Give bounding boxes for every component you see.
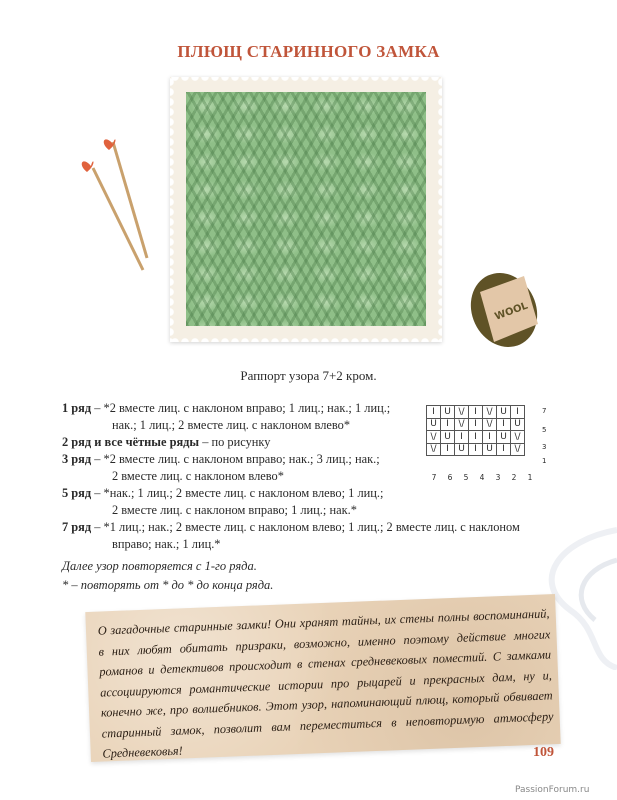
row-instruction: 1 ряд – *2 вместе лиц. с наклоном вправо; 1 лиц.; нак.; 1 лиц.; нак.; 1 лиц.; 2 вместе лиц. с наклоном влево* [62,401,391,432]
chart-grid: I U \/ I \/ U I U I \/ I \/ I U \/ U I I I U \/ \/ I U I U I \/ [426,405,525,456]
row-instruction: 2 ряд и все чётные ряды – по рисунку [62,435,271,449]
watermark: PassionForum.ru [515,785,590,795]
note-line: * – повторять от * до * до конца ряда. [62,578,274,592]
note-line: Далее узор повторяется с 1-го ряда. [62,559,257,573]
knitted-swatch-photo [186,92,426,326]
chart-row-number: 3 [542,443,547,451]
chart-row-number: 5 [542,426,547,434]
yarn-ball-icon [462,262,552,362]
page-number: 109 [533,745,554,760]
page-title: ПЛЮЩ СТАРИННОГО ЗАМКА [177,42,440,61]
row-instruction: 3 ряд – *2 вместе лиц. с наклоном вправо; нак.; 3 лиц.; нак.; 2 вместе лиц. с наклоном влево* [62,452,380,483]
knitting-chart [426,405,547,482]
yarn-label: WOOL [493,300,530,323]
story-text: О загадочные старинные замки! Они хранят тайны, их стены полны воспоминаний, в них любят обитать призраки, возможно, именно поэтому действие многих романов и детективов происходит в стенах средневековых поместий. С замками ассоциируются романтические истории про рыцарей и прекрасных дам, ну и, конечно же, про волшебников. Этот узор, напоминающий плющ, который обвивает старинный замок, позволит вам переместиться в неповторимую атмосферу Средневековья! [97,606,554,761]
knitting-needles-icon [75,130,155,275]
row-instruction: 7 ряд – *1 лиц.; нак.; 2 вместе лиц. с наклоном влево; 1 лиц.; 2 вместе лиц. с наклоном вправо; нак.; 1 лиц.* [62,520,520,551]
row-instruction: 5 ряд – *нак.; 1 лиц.; 2 вместе лиц. с наклоном влево; 1 лиц.; 2 вместе лиц. с наклоном вправо; 1 лиц.; нак.* [62,486,384,517]
chart-row-number: 1 [542,457,547,465]
pattern-notes [62,557,273,595]
chart-row-number: 7 [542,407,547,415]
chart-column-numbers: 7 6 5 4 3 2 1 [431,473,533,482]
photo-caption: Раппорт узора 7+2 кром. [240,368,377,383]
